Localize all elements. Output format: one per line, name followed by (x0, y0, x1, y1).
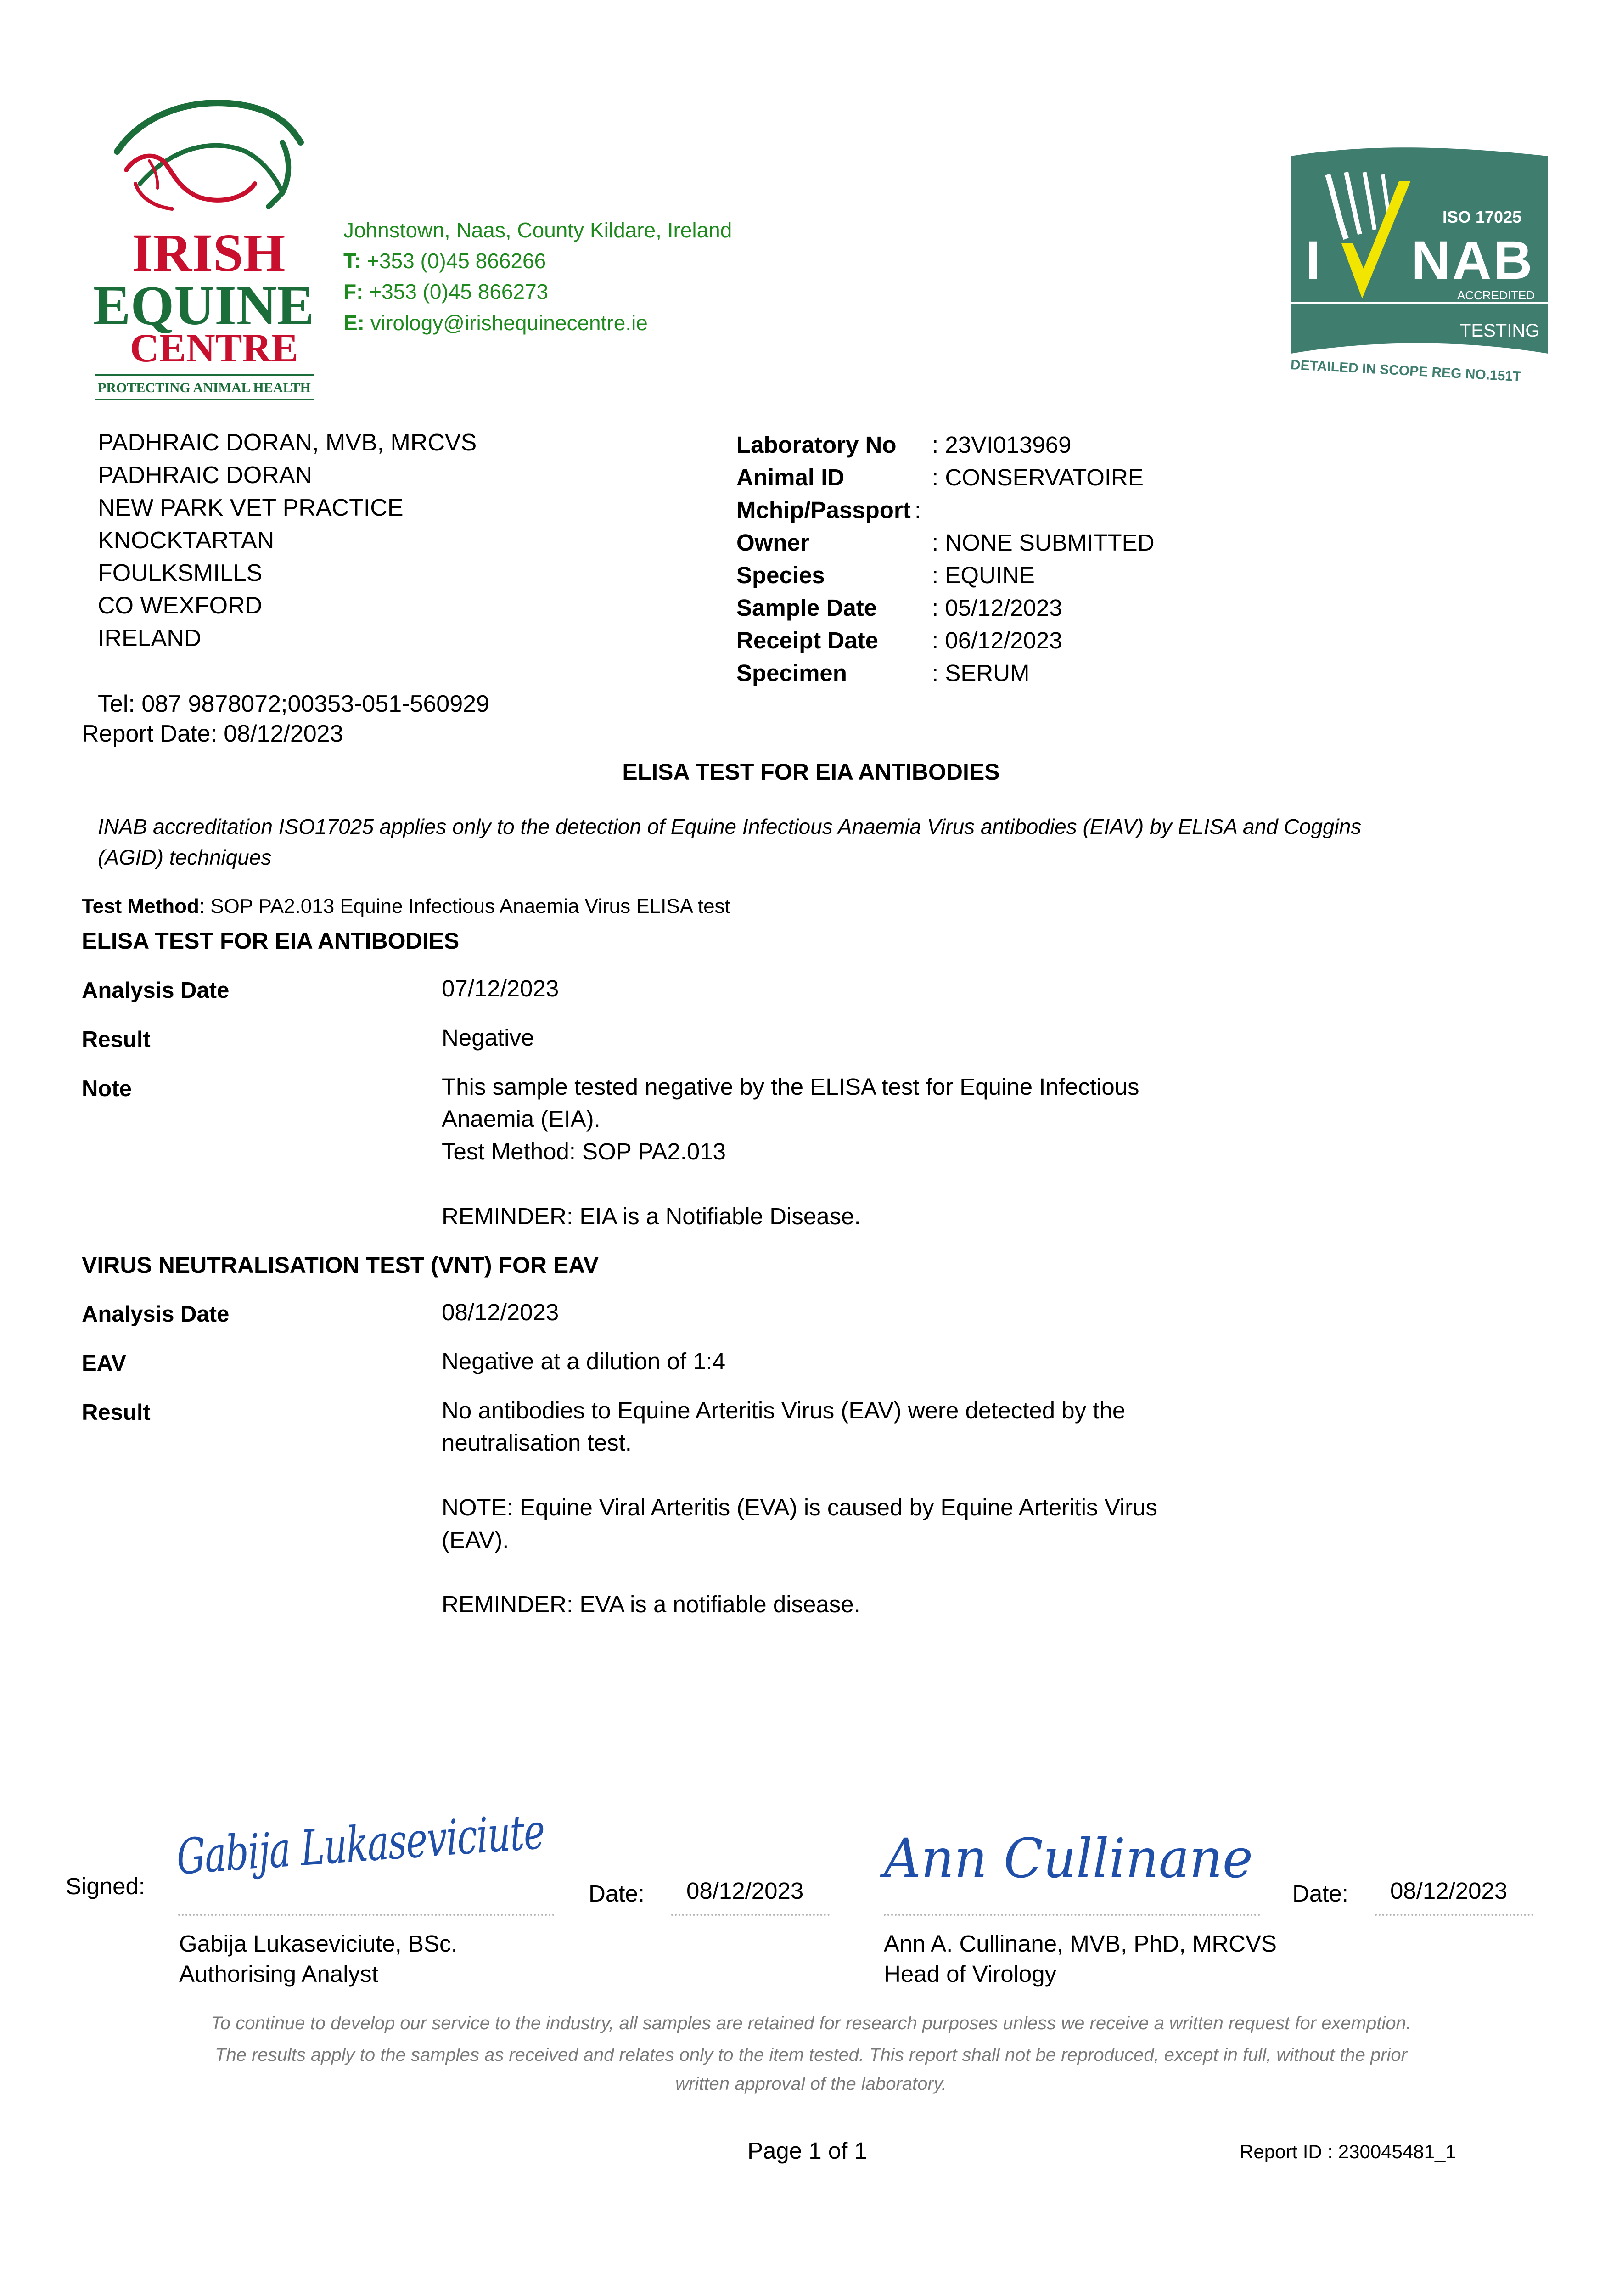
test-method-line (82, 896, 730, 917)
recipient-line: FOULKSMILLS (98, 560, 263, 586)
footer-approval-note: written approval of the laboratory. (675, 2074, 947, 2094)
vnt-eav-value: Negative at a dilution of 1:4 (442, 1348, 726, 1374)
irish-equine-centre-logo (90, 92, 328, 404)
fax-value: +353 (0)45 866273 (369, 280, 549, 304)
sample-label-specimen: Specimen (736, 660, 847, 686)
lab-email (343, 312, 648, 333)
recipient-line: CO WEXFORD (98, 592, 263, 619)
footer-retention-note: To continue to develop our service to the industry, all samples are retained for research purposes unless we receive a written request for exemption. (211, 2013, 1411, 2033)
inab-accreditation-badge (1291, 147, 1553, 386)
signer2-date: 08/12/2023 (1390, 1878, 1508, 1904)
recipient-line: IRELAND (98, 625, 202, 652)
sample-label-sample-date: Sample Date (736, 595, 877, 621)
sample-label-laboratory-no: Laboratory No (736, 432, 897, 458)
vnt-heading: VIRUS NEUTRALISATION TEST (VNT) FOR EAV (82, 1252, 599, 1278)
telephone-label: T: (343, 249, 361, 273)
test-method-value: : SOP PA2.013 Equine Infectious Anaemia Virus ELISA test (199, 895, 730, 917)
signature-line-1 (178, 1914, 555, 1916)
telephone-value: +353 (0)45 866266 (367, 249, 546, 273)
page-number: Page 1 of 1 (747, 2138, 867, 2164)
logo-text-irish: IRISH (132, 223, 286, 283)
signature-gabija: Gabija Lukaseviciute (175, 1803, 545, 1885)
sample-value-mchip-passport: : (915, 497, 921, 523)
vnt-analysis-date-label: Analysis Date (82, 1302, 230, 1327)
sample-label-mchip-passport: Mchip/Passport (736, 497, 911, 523)
recipient-line: NEW PARK VET PRACTICE (98, 495, 404, 521)
signer1-role: Authorising Analyst (179, 1961, 378, 1987)
inab-i-letter: I (1306, 230, 1321, 291)
inab-accredited-label: ACCREDITED (1457, 288, 1535, 302)
test-method-label: Test Method (82, 895, 199, 917)
signature-cullinane: Ann Cullinane (884, 1827, 1253, 1890)
signature-line-2 (884, 1914, 1260, 1916)
recipient-telephone: Tel: 087 9878072;00353-051-560929 (98, 691, 489, 717)
email-label: E: (343, 311, 365, 335)
date-line-2 (1375, 1914, 1533, 1916)
signer1-date-label: Date: (589, 1880, 645, 1907)
fax-label: F: (343, 280, 364, 304)
footer-results-note: The results apply to the samples as received and relates only to the item tested. This report shall not be reproduced, except in full, without the prior (215, 2045, 1407, 2065)
accreditation-note: INAB accreditation ISO17025 applies only to the detection of Equine Infectious Anaemia Virus antibodies (EIAV) by ELISA and Coggins (AGID) techniques (98, 815, 1362, 869)
horse-logo-icon (108, 92, 310, 216)
lab-telephone (343, 250, 546, 271)
sample-value-sample-date: : 05/12/2023 (932, 595, 1062, 621)
signer2-name: Ann A. Cullinane, MVB, PhD, MRCVS (884, 1930, 1277, 1957)
sample-value-laboratory-no: : 23VI013969 (932, 432, 1072, 458)
vnt-result-value: No antibodies to Equine Arteritis Virus (EAV) were detected by the neutralisation test. NOTE: Equine Viral Arteritis (EVA) is caused by Equine Arteritis Virus (EAV). REMINDER: EVA is a notifiable disease. (442, 1397, 1157, 1618)
vnt-result-label: Result (82, 1400, 151, 1425)
elisa-note-value: This sample tested negative by the ELISA test for Equine Infectious Anaemia (EIA). Test Method: SOP PA2.013 REMINDER: EIA is a Notifiable Disease. (442, 1074, 1139, 1229)
signer2-date-label: Date: (1292, 1880, 1348, 1907)
sample-label-species: Species (736, 562, 825, 588)
logo-text-equine: EQUINE (93, 275, 314, 337)
signer2-role: Head of Virology (884, 1961, 1057, 1987)
signer1-date: 08/12/2023 (686, 1878, 804, 1904)
recipient-line: KNOCKTARTAN (98, 527, 275, 554)
recipient-line: PADHRAIC DORAN, MVB, MRCVS (98, 429, 477, 456)
recipient-line: PADHRAIC DORAN (98, 462, 313, 489)
inab-brand: NAB (1411, 230, 1534, 291)
report-id: Report ID : 230045481_1 (1240, 2141, 1456, 2162)
sample-value-receipt-date: : 06/12/2023 (932, 627, 1062, 653)
elisa-analysis-date-label: Analysis Date (82, 978, 230, 1003)
elisa-result-label: Result (82, 1027, 151, 1052)
email-value: virology@irishequinecentre.ie (370, 311, 648, 335)
inab-scope-label: DETAILED IN SCOPE REG NO.151T (1290, 357, 1522, 385)
logo-divider-bottom (95, 399, 314, 400)
signed-label: Signed: (66, 1873, 145, 1899)
inab-iso-label: ISO 17025 (1442, 208, 1522, 226)
logo-divider (95, 374, 314, 376)
elisa-heading: ELISA TEST FOR EIA ANTIBODIES (82, 928, 460, 954)
report-title: ELISA TEST FOR EIA ANTIBODIES (622, 759, 1000, 785)
elisa-result-value: Negative (442, 1024, 534, 1051)
sample-label-receipt-date: Receipt Date (736, 627, 878, 653)
sample-label-animal-id: Animal ID (736, 464, 845, 490)
logo-tagline: PROTECTING ANIMAL HEALTH (98, 380, 311, 395)
logo-text-centre: CENTRE (130, 326, 298, 371)
signer1-name: Gabija Lukaseviciute, BSc. (179, 1930, 458, 1957)
sample-value-specimen: : SERUM (932, 660, 1030, 686)
sample-label-owner: Owner (736, 529, 809, 556)
inab-testing-label: TESTING (1460, 321, 1540, 341)
date-line-1 (671, 1914, 830, 1916)
sample-value-species: : EQUINE (932, 562, 1035, 588)
lab-fax (343, 281, 548, 302)
elisa-note-label: Note (82, 1076, 132, 1101)
report-date: Report Date: 08/12/2023 (82, 720, 343, 747)
sample-value-animal-id: : CONSERVATOIRE (932, 464, 1144, 490)
vnt-analysis-date-value: 08/12/2023 (442, 1299, 559, 1325)
elisa-analysis-date-value: 07/12/2023 (442, 975, 559, 1002)
sample-value-owner: : NONE SUBMITTED (932, 529, 1155, 556)
lab-address: Johnstown, Naas, County Kildare, Ireland (343, 218, 732, 242)
vnt-eav-label: EAV (82, 1351, 127, 1376)
